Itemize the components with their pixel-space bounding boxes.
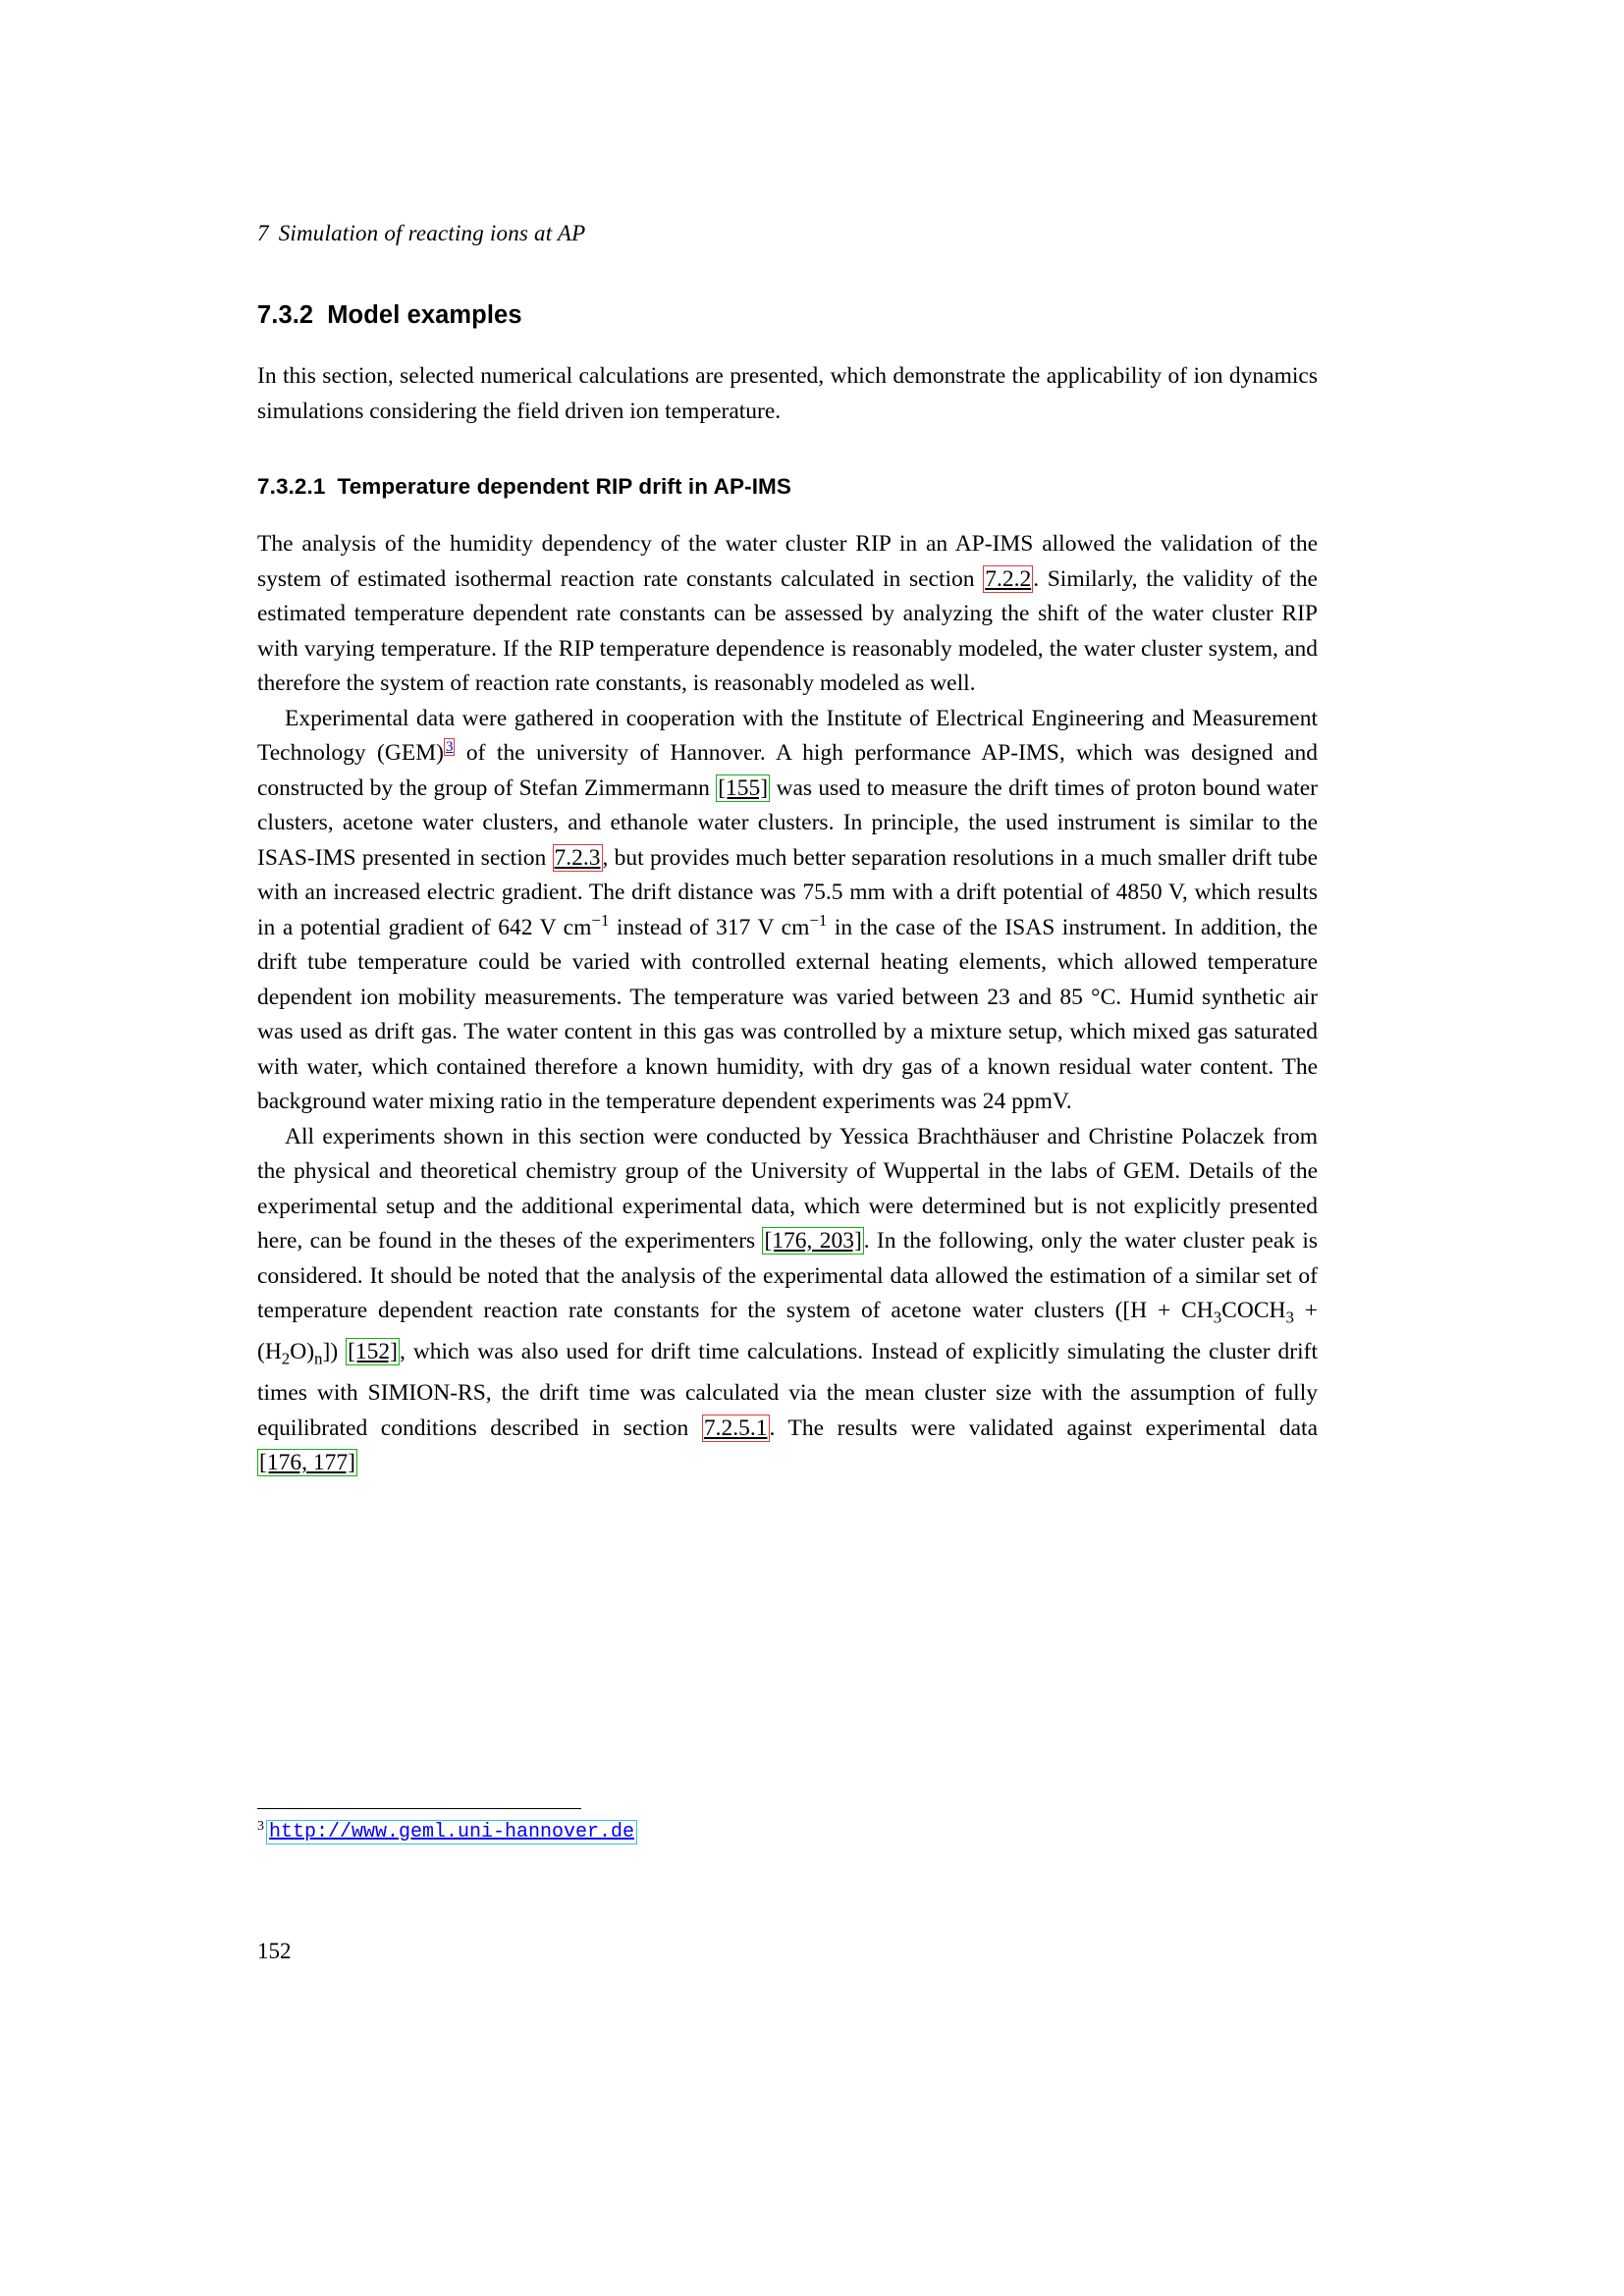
page-content [257, 221, 1318, 1481]
paragraph-2-text-a: Experimental data were gathered in cooperation with the Institute of Electrical Engineering and Measurement Technology (GEM) [257, 705, 1318, 766]
section-intro-paragraph: In this section, selected numerical calculations are presented, which demonstrate the applicability of ion dynamics simulations considering the field driven ion temperature. [257, 363, 1318, 424]
subscript-n: n [314, 1349, 323, 1368]
crossref-section-7-2-2[interactable]: 7.2.2 [985, 565, 1032, 592]
paragraph-2-text-c: was used to measure the drift times of proton bound water clusters, acetone water clusters, and ethanole water clusters. In principle, the used instrument is similar to the ISAS-IMS presented in section [257, 774, 1318, 871]
exponent-minus-one-a: −1 [591, 910, 610, 930]
body-paragraph-3 [257, 1120, 1318, 1481]
body-paragraph-2 [257, 702, 1318, 1120]
citation-176-203[interactable]: [176, 203] [764, 1228, 862, 1254]
paragraph-3-text-h: . The results were validated against experimental data [769, 1415, 1319, 1441]
crossref-section-7-2-5-1[interactable]: 7.2.5.1 [703, 1415, 768, 1441]
footnote-area [257, 1818, 1318, 1846]
paragraph-1-text-a: The analysis of the humidity dependency of the water cluster RIP in an AP-IMS allowed the validation of the system of estimated isothermal reaction rate constants calculated in section [257, 531, 1318, 592]
paragraph-3-text-f: ]) [322, 1339, 347, 1365]
running-head [257, 221, 1318, 246]
body-paragraph-1 [257, 527, 1318, 702]
paragraph-1-text-b: . Similarly, the validity of the estimated temperature dependent rate constants can be assessed by analyzing the shift of the water cluster RIP with varying temperature. If the RIP temperature dependence is reasonably modeled, the water cluster system, and therefore the system of reaction rate constants, is reasonably modeled as well. [257, 565, 1318, 696]
exponent-minus-one-b: −1 [809, 910, 828, 930]
paragraph-3-text-b: . In the following, only the water cluster peak is considered. It should be noted that the analysis of the experimental data allowed the estimation of a similar set of temperature dependent reaction rate constants for the system of acetone water clusters ([H + CH [257, 1228, 1318, 1323]
footnote-separator [257, 1808, 581, 1809]
section-heading-title: Model examples [327, 301, 522, 329]
subscript-3-a: 3 [1213, 1308, 1222, 1327]
paragraph-3-text-d: + (H [257, 1298, 1318, 1365]
paragraph-2-text-b: of the university of Hannover. A high performance AP-IMS, which was designed and constructed by the group of Stefan Zimmermann [257, 740, 1318, 801]
paragraph-2-text-d: , but provides much better separation resolutions in a much smaller drift tube with an increased electric gradient. The drift distance was 75.5 mm with a drift potential of 4850 V, which results in a potential gradient of 642 V cm [257, 844, 1318, 940]
running-head-title: Simulation of reacting ions at AP [278, 221, 586, 245]
citation-155[interactable]: [155] [718, 774, 769, 801]
subsection-heading [257, 474, 1318, 500]
subsection-heading-number: 7.3.2.1 [257, 474, 326, 499]
citation-176-177[interactable]: [176, 177] [259, 1450, 355, 1476]
crossref-section-7-2-3[interactable]: 7.2.3 [554, 844, 601, 871]
paragraph-3-text-c: COCH [1221, 1298, 1286, 1323]
paragraph-3-text-g: , which was also used for drift time calculations. Instead of explicitly simulating the cluster drift times with SIMION-RS, the drift time was calculated via the mean cluster size with the assumption of fully equilibrated conditions described in section [257, 1339, 1318, 1441]
section-heading-number: 7.3.2 [257, 301, 314, 329]
subscript-3-b: 3 [1285, 1308, 1294, 1327]
paragraph-3-text-e: O) [290, 1339, 315, 1365]
running-head-number: 7 [257, 221, 269, 245]
footnote-url-link[interactable]: http://www.geml.uni-hannover.de [266, 1820, 637, 1844]
section-heading [257, 301, 1318, 330]
paragraph-2-text-e: instead of 317 V cm [609, 914, 810, 940]
subsection-heading-title: Temperature dependent RIP drift in AP-IMS [337, 474, 791, 499]
paragraph-2-text-f: in the case of the ISAS instrument. In addition, the drift tube temperature could be varied with controlled external heating elements, which allowed temperature dependent ion mobility measurements. The temperature was varied between 23 and 85 °C. Humid synthetic air was used as drift gas. The water content in this gas was controlled by a mixture setup, which mixed gas saturated with water, which contained therefore a known humidity, with dry gas of a known residual water content. The background water mixing ratio in the temperature dependent experiments was 24 ppmV. [257, 914, 1319, 1114]
citation-152[interactable]: [152] [348, 1339, 399, 1365]
footnote-number: 3 [257, 1818, 264, 1834]
paragraph-3-text-a: All experiments shown in this section were conducted by Yessica Brachthäuser and Christine Polaczek from the physical and theoretical chemistry group of the University of Wuppertal in the labs of GEM. Details of the experimental setup and the additional experimental data, which were determined but is not explicitly presented here, can be found in the theses of the experimenters [257, 1123, 1318, 1254]
footnote-marker-3[interactable]: 3 [445, 739, 454, 756]
page-number: 152 [257, 1939, 292, 1963]
subscript-2: 2 [281, 1349, 291, 1368]
